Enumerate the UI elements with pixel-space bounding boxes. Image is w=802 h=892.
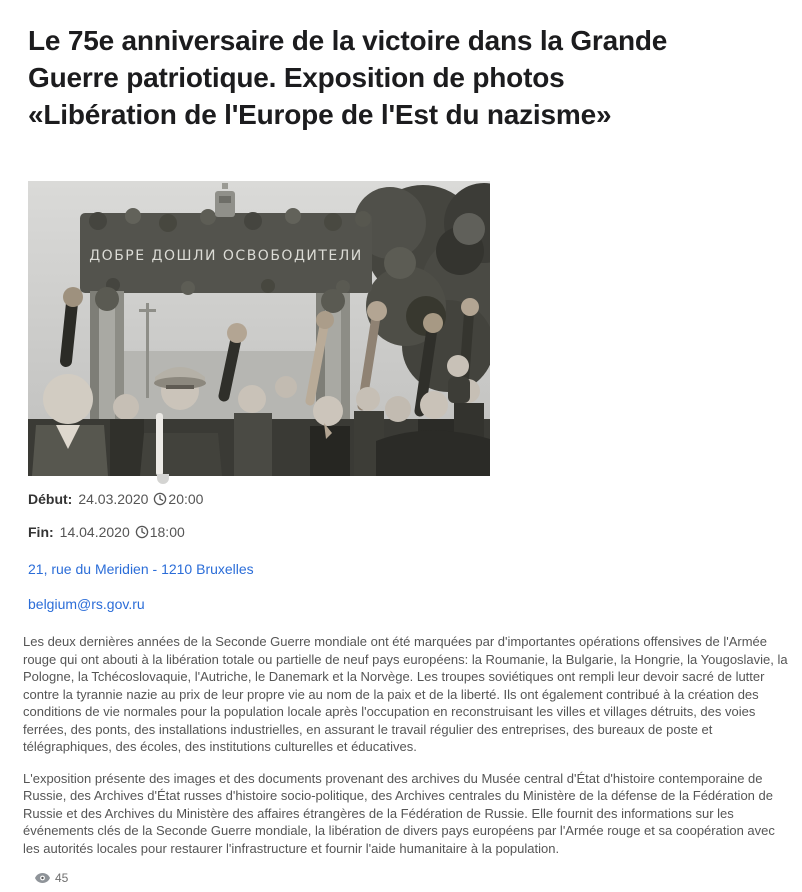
start-date: 24.03.2020 [78, 491, 149, 507]
event-photo [28, 181, 490, 476]
event-photo-image [28, 181, 490, 476]
body-paragraph-1: Les deux dernières années de la Seconde Guerre mondiale ont été marquées par d'importantes opérations offensives de l'Armée rouge qui ont abouti à la libération totale ou partielle de neuf pays européens: la Roumanie, la Bulgarie, la Hongrie, la Yougoslavie, la Pologne, la Tchécoslovaquie, l'Autriche, le Danemark et la Norvège. Les troupes soviétiques ont rempli leur devoir sacré de lutter contre la tyrannie nazie au prix de leur propre vie au nom de la paix et de la liberté. Ils ont également contribué à la création des conditions de vie normales pour la population locale après l'occupation en reconstruisant les villes et villages détruits, des voies ferrées, des ponts, des installations industrielles, en assurant le travail régulier des entreprises, des bureaux de poste et télégraphiques, des écoles, des institutions culturelles et éducatives. [23, 634, 788, 754]
views-count: 45 [55, 871, 69, 885]
clock-icon [153, 493, 167, 509]
page-title: Le 75e anniversaire de la victoire dans la Grande Guerre patriotique. Exposition de photos «Libération de l'Europe de l'Est du nazisme» [28, 25, 668, 130]
address-link[interactable]: 21, rue du Meridien - 1210 Bruxelles [28, 561, 254, 577]
end-time: 18:00 [149, 524, 185, 540]
article-body [23, 633, 791, 857]
event-start-row [28, 490, 774, 510]
photo-bottom-tab [157, 474, 169, 484]
clock-icon [135, 526, 149, 542]
end-date: 14.04.2020 [59, 524, 130, 540]
lamp-pole [146, 303, 149, 398]
end-label: Fin: [28, 524, 54, 540]
body-paragraph-2: L'exposition présente des images et des documents provenant des archives du Musée central d'État d'histoire contemporaine de Russie, des Archives d'État russes d'histoire socio-politique, des Archives centrales du Ministère de la défense de la Fédération de Russie et des Archives du Ministère des affaires étrangères de la Fédération de Russie. Elle fournit des informations sur les événements clés de la Seconde Guerre mondiale, la libération de divers pays européens par l'Armée rouge et sa coopération avec les autorités locales pour restaurer l'infrastructure et fournir l'aide humanitaire à la population. [23, 770, 775, 856]
email-link[interactable]: belgium@rs.gov.ru [28, 596, 145, 612]
start-time: 20:00 [168, 491, 204, 507]
photo-banner-text: ДОБРЕ ДОШЛИ ОСВОБОДИТЕЛИ [89, 248, 363, 264]
eye-icon [35, 873, 50, 883]
event-meta [28, 490, 774, 613]
start-label: Début: [28, 491, 73, 507]
views-counter [35, 871, 774, 885]
event-end-row [28, 523, 774, 543]
